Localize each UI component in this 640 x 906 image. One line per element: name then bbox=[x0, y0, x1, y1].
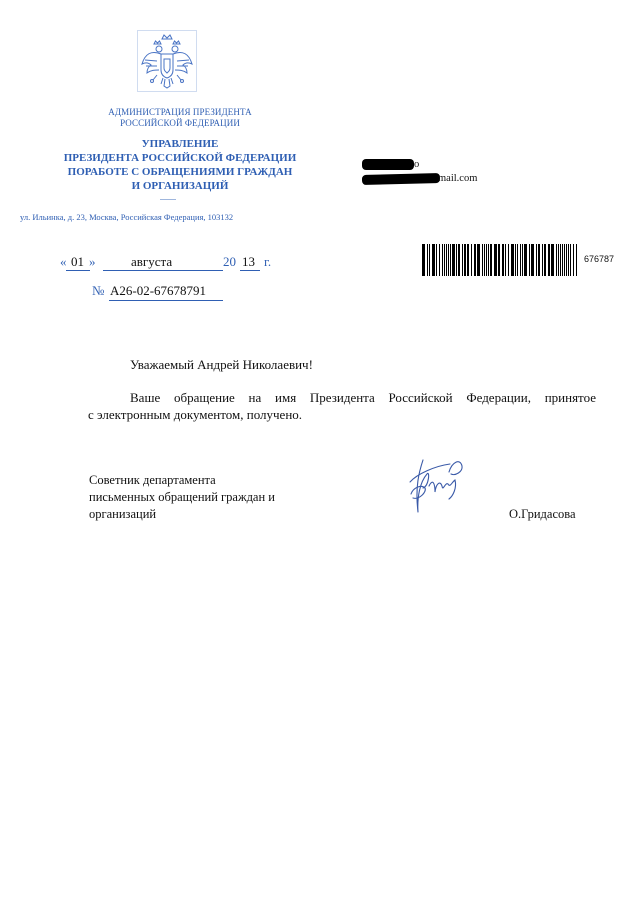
signer-name: О.Гридасова bbox=[509, 507, 576, 521]
dept-line-2: ПРЕЗИДЕНТА РОССИЙСКОЙ ФЕДЕРАЦИИ bbox=[63, 152, 297, 164]
barcode-bar bbox=[529, 244, 530, 276]
date-day: 01 bbox=[71, 254, 84, 269]
dept-line-3: ПОРАБОТЕ С ОБРАЩЕНИЯМИ ГРАЖДАН bbox=[67, 166, 293, 178]
barcode-bar bbox=[548, 244, 550, 276]
barcode-bar bbox=[568, 244, 569, 276]
dept-line-1: УПРАВЛЕНИЕ bbox=[141, 138, 219, 150]
barcode-bar bbox=[444, 244, 445, 276]
barcode-bar bbox=[448, 244, 449, 276]
barcode-bar bbox=[464, 244, 466, 276]
barcode-bar bbox=[558, 244, 559, 276]
barcode-bar bbox=[570, 244, 571, 276]
body-line-1: Ваше обращение на имя Президента Российской Федерации, принятое bbox=[130, 390, 596, 405]
barcode-bar bbox=[477, 244, 480, 276]
barcode-bar bbox=[439, 244, 440, 276]
date-year-suffix: 13 bbox=[242, 254, 255, 269]
admin-line-2: РОССИЙСКОЙ ФЕДЕРАЦИИ bbox=[120, 118, 240, 128]
barcode-bar bbox=[432, 244, 435, 276]
barcode-bar bbox=[522, 244, 523, 276]
barcode-bar bbox=[471, 244, 472, 276]
coat-of-arms-icon bbox=[137, 30, 197, 92]
barcode-bar bbox=[502, 244, 504, 276]
barcode-bar bbox=[488, 244, 489, 276]
date-year-underline bbox=[240, 270, 260, 271]
number-sign: № bbox=[92, 283, 105, 298]
barcode-bar bbox=[524, 244, 527, 276]
barcode-bar bbox=[456, 244, 457, 276]
barcode-bar bbox=[531, 244, 534, 276]
barcode-bar bbox=[446, 244, 447, 276]
barcode-bar bbox=[436, 244, 437, 276]
barcode-bar bbox=[486, 244, 487, 276]
barcode-bar bbox=[556, 244, 557, 276]
barcode-bar bbox=[511, 244, 514, 276]
barcode-bar bbox=[551, 244, 554, 276]
barcode-bar bbox=[564, 244, 565, 276]
redaction-mark bbox=[362, 173, 440, 185]
barcode-bar bbox=[498, 244, 500, 276]
barcode-bar bbox=[427, 244, 428, 276]
barcode-bar bbox=[520, 244, 521, 276]
body-line-2: с электронным документом, получено. bbox=[88, 407, 303, 422]
redaction-mark bbox=[362, 159, 414, 170]
barcode-bar bbox=[536, 244, 537, 276]
signer-title-line-1: Советник департамента bbox=[89, 473, 216, 487]
barcode-bar bbox=[560, 244, 561, 276]
barcode-bar bbox=[542, 244, 543, 276]
admin-line-1: АДМИНИСТРАЦИЯ ПРЕЗИДЕНТА bbox=[108, 107, 252, 117]
date-close-quote: » bbox=[89, 254, 96, 269]
barcode-bar bbox=[515, 244, 516, 276]
barcode-bar bbox=[562, 244, 563, 276]
recipient-name: о bbox=[414, 159, 420, 170]
address: ул. Ильинка, д. 23, Москва, Российская Федерация, 103132 bbox=[20, 212, 234, 222]
barcode-bar bbox=[474, 244, 476, 276]
barcode-bar bbox=[517, 244, 518, 276]
date-day-underline bbox=[66, 270, 90, 271]
date-year-label: г. bbox=[264, 254, 272, 269]
date-open-quote: « bbox=[60, 254, 67, 269]
barcode-bar bbox=[462, 244, 463, 276]
barcode-bar bbox=[422, 244, 425, 276]
barcode-bar bbox=[484, 244, 485, 276]
document-number: А26-02-67678791 bbox=[110, 283, 207, 298]
date-month: августа bbox=[131, 254, 173, 269]
signer-title-line-3: организаций bbox=[89, 507, 157, 521]
header-divider bbox=[160, 199, 176, 200]
number-underline bbox=[109, 300, 223, 301]
barcode bbox=[421, 244, 579, 276]
barcode-bar bbox=[450, 244, 451, 276]
barcode-bar bbox=[452, 244, 455, 276]
salutation: Уважаемый Андрей Николаевич! bbox=[130, 357, 313, 372]
date-month-underline bbox=[103, 270, 223, 271]
barcode-bar bbox=[429, 244, 430, 276]
signer-title-line-2: письменных обращений граждан и bbox=[89, 490, 275, 504]
recipient-email: mail.com bbox=[438, 173, 478, 184]
dept-line-4: И ОРГАНИЗАЦИЙ bbox=[131, 180, 229, 192]
barcode-bar bbox=[544, 244, 546, 276]
barcode-bar bbox=[442, 244, 443, 276]
barcode-number: 676787 bbox=[584, 254, 615, 264]
barcode-bar bbox=[508, 244, 509, 276]
barcode-bar bbox=[482, 244, 483, 276]
barcode-bar bbox=[494, 244, 497, 276]
barcode-bar bbox=[538, 244, 540, 276]
handwritten-signature-icon bbox=[405, 452, 475, 522]
barcode-bar bbox=[458, 244, 460, 276]
barcode-bar bbox=[490, 244, 492, 276]
barcode-bar bbox=[467, 244, 469, 276]
barcode-bar bbox=[573, 244, 574, 276]
barcode-bar bbox=[566, 244, 567, 276]
barcode-bar bbox=[576, 244, 577, 276]
date-year-prefix: 20 bbox=[223, 254, 236, 269]
barcode-bar bbox=[505, 244, 506, 276]
